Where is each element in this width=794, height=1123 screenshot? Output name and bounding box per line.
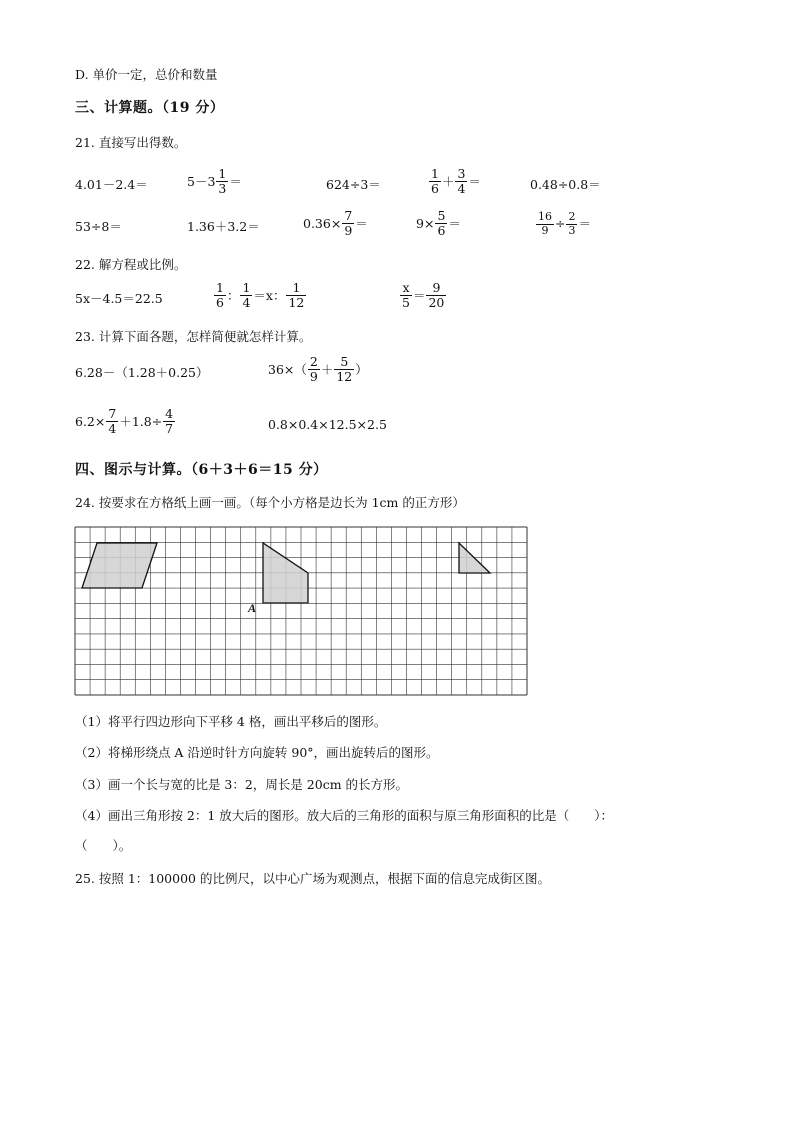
fraction: $\frac{3}{4}$	[457, 166, 466, 197]
fraction: $\frac{1}{4}$	[242, 280, 251, 311]
fraction: $\frac{x}{5}$	[402, 280, 410, 311]
q21-a5: 0.48÷0.8＝	[530, 177, 601, 192]
grid-paper	[75, 527, 527, 695]
triangle-shape	[459, 543, 490, 573]
q21-a2: 5－3 $\frac{1}{3}$ ＝	[187, 166, 242, 197]
q22-e3: $\frac{x}{5}$ ＝ $\frac{9}{20}$	[402, 280, 445, 311]
q25-title: 25. 按照 1：100000 的比例尺，以中心广场为观测点，根据下面的信息完成街区图。	[75, 871, 550, 886]
q22-title: 22. 解方程或比例。	[75, 257, 187, 272]
q24-s1: （1）将平行四边形向下平移 4 格，画出平移后的图形。	[75, 714, 387, 729]
q21-a4: $\frac{1}{6}$ ＋ $\frac{3}{4}$ ＝	[431, 166, 481, 197]
q23-c3: 6.2× $\frac{7}{4}$ ＋1.8÷ $\frac{4}{7}$	[75, 406, 174, 437]
q21-b3: 0.36× $\frac{7}{9}$ ＝	[303, 208, 368, 239]
q23-c2: 36×（ $\frac{2}{9}$ ＋ $\frac{5}{12}$ ）	[268, 354, 368, 385]
q24-title: 24. 按要求在方格纸上画一画。（每个小方格是边长为 1cm 的正方形）	[75, 495, 465, 510]
parallelogram-shape	[82, 543, 157, 588]
q21-a3: 624÷3＝	[326, 177, 381, 192]
q21-b1: 53÷8＝	[75, 219, 122, 234]
section-3-heading: 三、计算题。（19 分）	[75, 100, 225, 116]
q22-e1: 5x－4.5＝22.5	[75, 291, 163, 306]
grid-svg	[75, 527, 527, 695]
fraction: $\frac{7}{4}$	[108, 406, 117, 437]
fraction: $\frac{4}{7}$	[165, 406, 174, 437]
fraction: $\frac{5}{12}$	[336, 354, 353, 385]
fraction: $\frac{7}{9}$	[344, 208, 353, 239]
q23-c1: 6.28－（1.28＋0.25）	[75, 365, 209, 380]
fraction: $\frac{1}{3}$	[218, 166, 227, 197]
fraction: $\frac{2}{3}$	[568, 210, 576, 237]
fraction: $\frac{1}{6}$	[431, 166, 439, 197]
q21-b5: $\frac{16}{9}$ ÷ $\frac{2}{3}$ ＝	[538, 210, 591, 237]
point-a-label: A	[248, 601, 257, 615]
q22-e2: $\frac{1}{6}$ ： $\frac{1}{4}$ ＝x： $\frac{1}{12}$	[216, 280, 305, 311]
fraction: $\frac{2}{9}$	[309, 354, 318, 385]
q23-c4: 0.8×0.4×12.5×2.5	[268, 417, 387, 432]
fraction: $\frac{1}{6}$	[216, 280, 224, 311]
section-4-heading: 四、图示与计算。（6＋3＋6＝15 分）	[75, 462, 328, 478]
q21-title: 21. 直接写出得数。	[75, 135, 187, 150]
q23-title: 23. 计算下面各题，怎样简便就怎样计算。	[75, 329, 312, 344]
q24-s2: （2）将梯形绕点 A 沿逆时针方向旋转 90°，画出旋转后的图形。	[75, 745, 439, 760]
q24-s3: （3）画一个长与宽的比是 3：2，周长是 20cm 的长方形。	[75, 777, 409, 792]
q21-b2: 1.36＋3.2＝	[187, 219, 260, 234]
fraction: $\frac{1}{12}$	[288, 280, 305, 311]
fraction: $\frac{5}{6}$	[437, 208, 446, 239]
fraction: $\frac{16}{9}$	[538, 210, 552, 237]
q21-b4: 9× $\frac{5}{6}$ ＝	[416, 208, 461, 239]
fraction: $\frac{9}{20}$	[428, 280, 445, 311]
q21-a1: 4.01－2.4＝	[75, 177, 148, 192]
q24-s4: （4）画出三角形按 2：1 放大后的图形。放大后的三角形的面积与原三角形面积的比是（ ）：	[75, 808, 614, 823]
q24-s4-cont: （ ）。	[75, 838, 132, 853]
option-d: D. 单价一定，总价和数量	[75, 67, 218, 82]
